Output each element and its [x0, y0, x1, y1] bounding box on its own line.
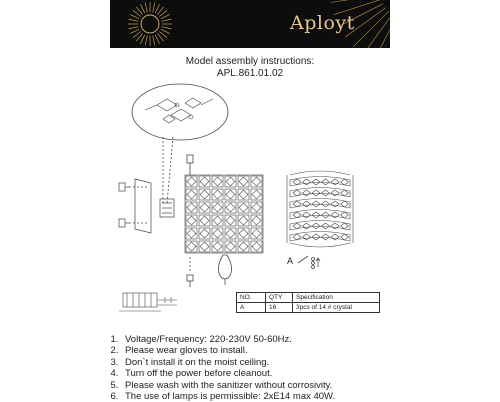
brand-banner [110, 0, 390, 48]
instruction-notes [106, 334, 451, 402]
cell-specification: 3pcs of 14 # crystal [293, 303, 380, 313]
header-specification: Specification [293, 293, 380, 303]
document-title: Model assembly instructions: [185, 56, 315, 67]
table-row [237, 303, 380, 313]
bulb-icon [219, 255, 232, 279]
list-item: 2. Please wear gloves to install. [121, 345, 451, 356]
header-qty: QTY [266, 293, 293, 303]
spec-table-header [237, 293, 380, 303]
terminal-block [119, 293, 177, 311]
list-item: 5. Please wash with the sanitizer without corrosivity. [121, 380, 451, 391]
cell-qty: 16 [266, 303, 293, 313]
list-item: 1. Voltage/Frequency: 220-230V 50-60Hz. [121, 334, 451, 345]
detail-callout [132, 84, 228, 140]
header-no: NO. [237, 293, 266, 303]
wall-bracket [119, 179, 174, 233]
cell-no: A [237, 303, 266, 313]
lamp-side-view [287, 171, 353, 247]
list-item: 3. Don`t install it on the moist ceiling. [121, 357, 451, 368]
part-label-a: A [287, 256, 294, 266]
spec-table [236, 292, 380, 313]
brand-name: Aployt [290, 12, 355, 34]
list-item: 4. Turn off the power before cleanout. [121, 368, 451, 379]
model-number: APL.861.01.02 [216, 68, 284, 79]
crystal-shade [185, 175, 263, 253]
list-item: 6. The use of lamps is permissible: 2xE14 max 40W. [121, 391, 451, 402]
